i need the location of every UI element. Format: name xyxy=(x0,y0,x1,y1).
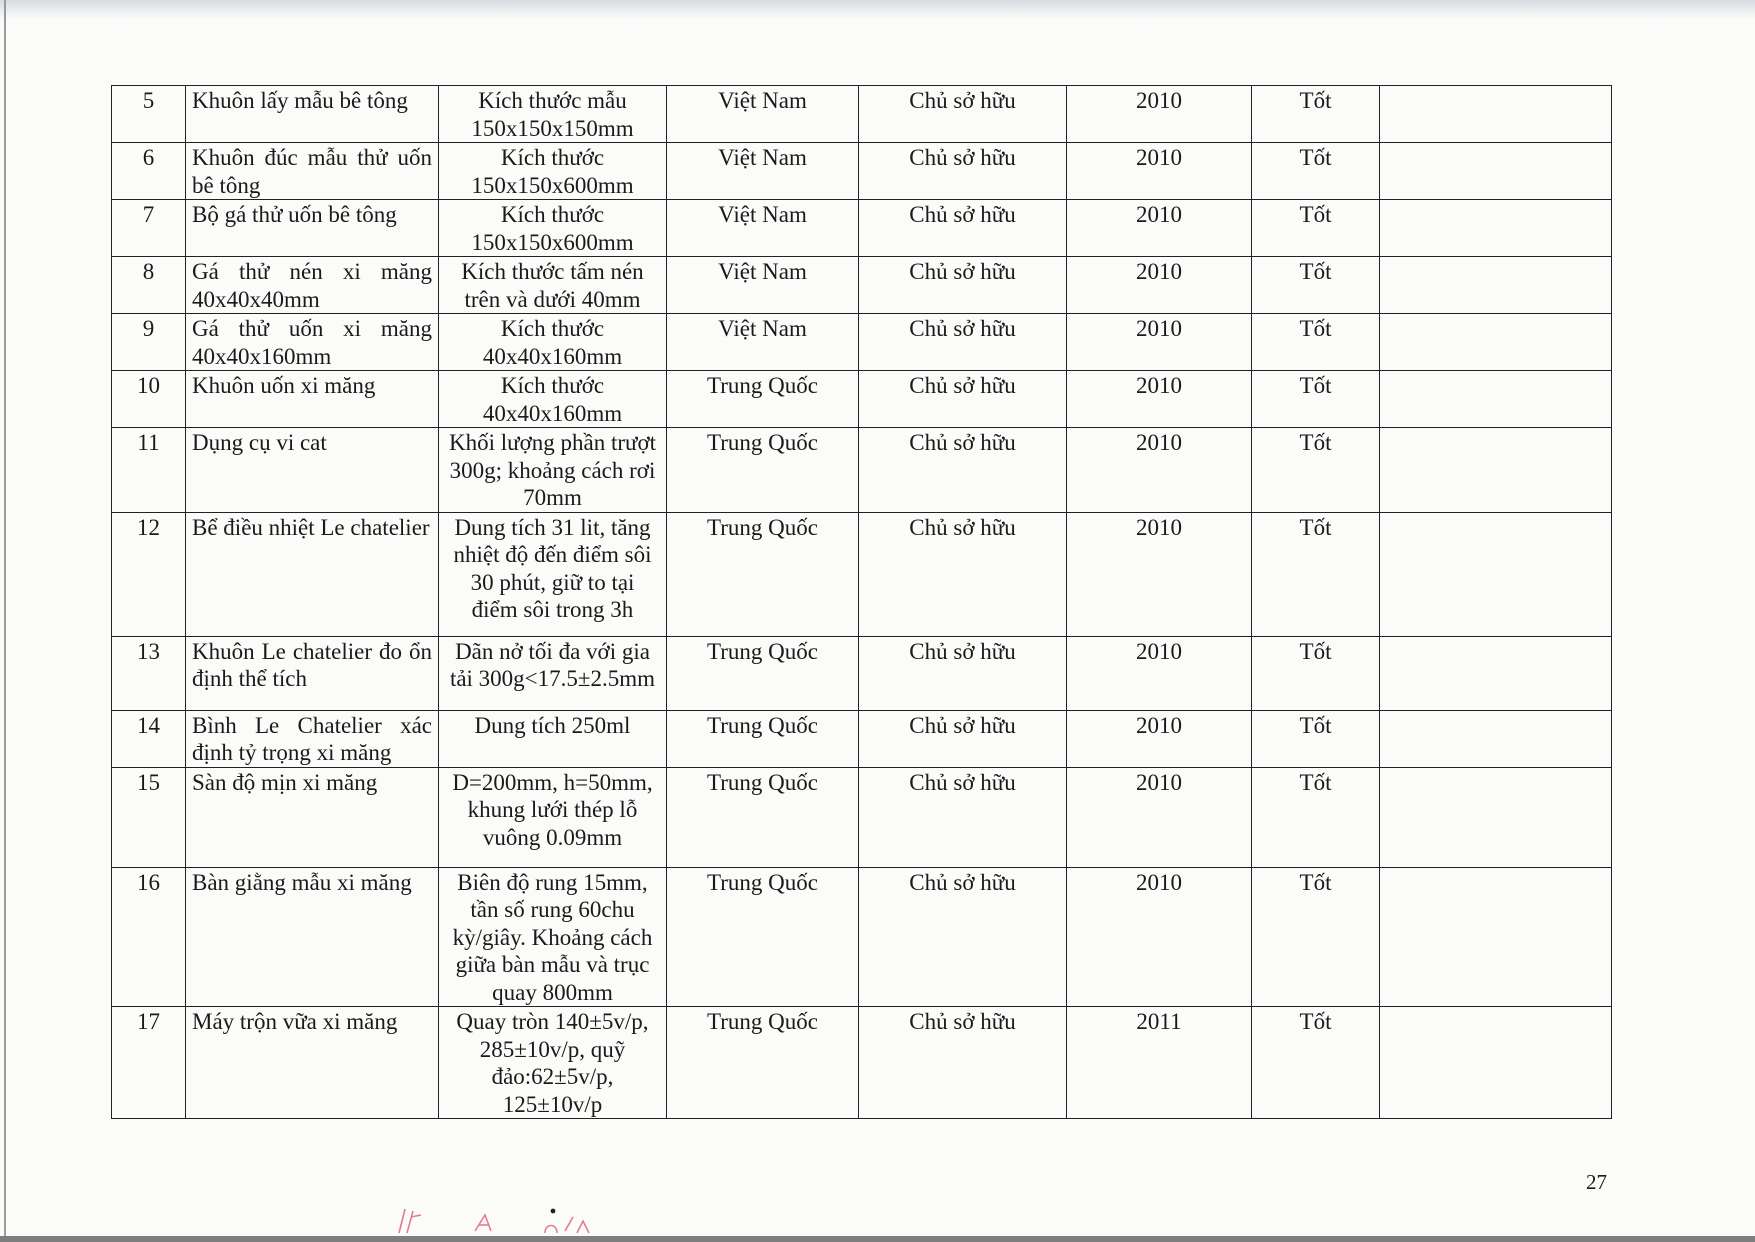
equipment-name-cell: Bình Le Chatelier xác định tỷ trọng xi măng xyxy=(186,710,439,767)
condition-cell: Tốt xyxy=(1252,314,1380,371)
equipment-name-cell: Dụng cụ vi cat xyxy=(186,428,439,513)
note-cell xyxy=(1380,428,1612,513)
origin-cell: Việt Nam xyxy=(667,314,859,371)
condition-cell: Tốt xyxy=(1252,371,1380,428)
page-number: 27 xyxy=(1586,1170,1607,1194)
equipment-spec-cell: Quay tròn 140±5v/p, 285±10v/p, quỹ đảo:62±5v/p, 125±10v/p xyxy=(439,1007,667,1119)
origin-cell: Trung Quốc xyxy=(667,428,859,513)
table-row xyxy=(112,512,1612,636)
ownership-cell: Chủ sở hữu xyxy=(859,710,1067,767)
table-row xyxy=(112,86,1612,143)
equipment-name-cell: Khuôn đúc mẫu thử uốn bê tông xyxy=(186,143,439,200)
ownership-cell: Chủ sở hữu xyxy=(859,767,1067,867)
condition-cell: Tốt xyxy=(1252,1007,1380,1119)
row-number-cell: 9 xyxy=(112,314,186,371)
ownership-cell: Chủ sở hữu xyxy=(859,143,1067,200)
row-number-cell: 10 xyxy=(112,371,186,428)
condition-cell: Tốt xyxy=(1252,867,1380,1007)
equipment-spec-cell: D=200mm, h=50mm, khung lưới thép lỗ vuông 0.09mm xyxy=(439,767,667,867)
note-cell xyxy=(1380,257,1612,314)
origin-cell: Trung Quốc xyxy=(667,636,859,710)
note-cell xyxy=(1380,767,1612,867)
table-row xyxy=(112,371,1612,428)
ownership-cell: Chủ sở hữu xyxy=(859,257,1067,314)
table-row xyxy=(112,428,1612,513)
equipment-name-cell: Gá thử uốn xi măng 40x40x160mm xyxy=(186,314,439,371)
row-number-cell: 6 xyxy=(112,143,186,200)
year-cell: 2010 xyxy=(1067,143,1252,200)
equipment-table-body xyxy=(112,86,1612,1119)
origin-cell: Trung Quốc xyxy=(667,512,859,636)
equipment-spec-cell: Kích thước 40x40x160mm xyxy=(439,314,667,371)
table-row xyxy=(112,1007,1612,1119)
row-number-cell: 8 xyxy=(112,257,186,314)
year-cell: 2010 xyxy=(1067,867,1252,1007)
condition-cell: Tốt xyxy=(1252,143,1380,200)
row-number-cell: 5 xyxy=(112,86,186,143)
row-number-cell: 16 xyxy=(112,867,186,1007)
scan-left-edge xyxy=(4,0,6,1242)
origin-cell: Trung Quốc xyxy=(667,1007,859,1119)
note-cell xyxy=(1380,86,1612,143)
note-cell xyxy=(1380,867,1612,1007)
note-cell xyxy=(1380,314,1612,371)
scan-bottom-edge xyxy=(0,1236,1755,1242)
equipment-spec-cell: Kích thước tấm nén trên và dưới 40mm xyxy=(439,257,667,314)
ownership-cell: Chủ sở hữu xyxy=(859,314,1067,371)
condition-cell: Tốt xyxy=(1252,636,1380,710)
equipment-spec-cell: Kích thước mẫu 150x150x150mm xyxy=(439,86,667,143)
ownership-cell: Chủ sở hữu xyxy=(859,867,1067,1007)
table-row xyxy=(112,314,1612,371)
equipment-name-cell: Khuôn uốn xi măng xyxy=(186,371,439,428)
condition-cell: Tốt xyxy=(1252,257,1380,314)
equipment-spec-cell: Dung tích 31 lit, tăng nhiệt độ đến điểm sôi 30 phút, giữ to tại điểm sôi trong 3h xyxy=(439,512,667,636)
equipment-spec-cell: Kích thước 150x150x600mm xyxy=(439,143,667,200)
row-number-cell: 7 xyxy=(112,200,186,257)
year-cell: 2010 xyxy=(1067,86,1252,143)
equipment-spec-cell: Dung tích 250ml xyxy=(439,710,667,767)
condition-cell: Tốt xyxy=(1252,512,1380,636)
origin-cell: Việt Nam xyxy=(667,143,859,200)
scan-top-edge xyxy=(0,0,1755,20)
year-cell: 2010 xyxy=(1067,767,1252,867)
condition-cell: Tốt xyxy=(1252,710,1380,767)
ownership-cell: Chủ sở hữu xyxy=(859,512,1067,636)
year-cell: 2010 xyxy=(1067,314,1252,371)
table-row xyxy=(112,710,1612,767)
row-number-cell: 17 xyxy=(112,1007,186,1119)
origin-cell: Việt Nam xyxy=(667,86,859,143)
note-cell xyxy=(1380,371,1612,428)
origin-cell: Trung Quốc xyxy=(667,371,859,428)
equipment-spec-cell: Khối lượng phần trượt 300g; khoảng cách rơi 70mm xyxy=(439,428,667,513)
equipment-name-cell: Khuôn lấy mẫu bê tông xyxy=(186,86,439,143)
row-number-cell: 12 xyxy=(112,512,186,636)
origin-cell: Trung Quốc xyxy=(667,867,859,1007)
year-cell: 2010 xyxy=(1067,257,1252,314)
equipment-name-cell: Máy trộn vữa xi măng xyxy=(186,1007,439,1119)
ownership-cell: Chủ sở hữu xyxy=(859,200,1067,257)
ownership-cell: Chủ sở hữu xyxy=(859,1007,1067,1119)
condition-cell: Tốt xyxy=(1252,86,1380,143)
row-number-cell: 15 xyxy=(112,767,186,867)
table-row xyxy=(112,200,1612,257)
row-number-cell: 14 xyxy=(112,710,186,767)
equipment-name-cell: Bàn giằng mẫu xi măng xyxy=(186,867,439,1007)
condition-cell: Tốt xyxy=(1252,200,1380,257)
table-row xyxy=(112,767,1612,867)
year-cell: 2010 xyxy=(1067,512,1252,636)
condition-cell: Tốt xyxy=(1252,428,1380,513)
year-cell: 2010 xyxy=(1067,428,1252,513)
year-cell: 2010 xyxy=(1067,200,1252,257)
origin-cell: Trung Quốc xyxy=(667,767,859,867)
table-row xyxy=(112,867,1612,1007)
equipment-spec-cell: Biên độ rung 15mm, tần số rung 60chu kỳ/giây. Khoảng cách giữa bàn mẫu và trục quay 800mm xyxy=(439,867,667,1007)
ownership-cell: Chủ sở hữu xyxy=(859,428,1067,513)
equipment-name-cell: Khuôn Le chatelier đo ổn định thể tích xyxy=(186,636,439,710)
equipment-spec-cell: Kích thước 150x150x600mm xyxy=(439,200,667,257)
table-row xyxy=(112,257,1612,314)
equipment-table xyxy=(111,85,1612,1119)
note-cell xyxy=(1380,710,1612,767)
ownership-cell: Chủ sở hữu xyxy=(859,371,1067,428)
equipment-name-cell: Bể điều nhiệt Le chatelier xyxy=(186,512,439,636)
row-number-cell: 13 xyxy=(112,636,186,710)
year-cell: 2010 xyxy=(1067,710,1252,767)
equipment-name-cell: Bộ gá thử uốn bê tông xyxy=(186,200,439,257)
stamp-fragment xyxy=(395,1205,635,1235)
note-cell xyxy=(1380,143,1612,200)
note-cell xyxy=(1380,1007,1612,1119)
equipment-name-cell: Gá thử nén xi măng 40x40x40mm xyxy=(186,257,439,314)
table-row xyxy=(112,143,1612,200)
condition-cell: Tốt xyxy=(1252,767,1380,867)
origin-cell: Việt Nam xyxy=(667,257,859,314)
note-cell xyxy=(1380,636,1612,710)
year-cell: 2010 xyxy=(1067,371,1252,428)
equipment-spec-cell: Kích thước 40x40x160mm xyxy=(439,371,667,428)
equipment-spec-cell: Dãn nở tối đa với gia tải 300g<17.5±2.5mm xyxy=(439,636,667,710)
note-cell xyxy=(1380,512,1612,636)
origin-cell: Trung Quốc xyxy=(667,710,859,767)
year-cell: 2011 xyxy=(1067,1007,1252,1119)
year-cell: 2010 xyxy=(1067,636,1252,710)
note-cell xyxy=(1380,200,1612,257)
table-row xyxy=(112,636,1612,710)
ownership-cell: Chủ sở hữu xyxy=(859,86,1067,143)
row-number-cell: 11 xyxy=(112,428,186,513)
ownership-cell: Chủ sở hữu xyxy=(859,636,1067,710)
equipment-name-cell: Sàn độ mịn xi măng xyxy=(186,767,439,867)
origin-cell: Việt Nam xyxy=(667,200,859,257)
